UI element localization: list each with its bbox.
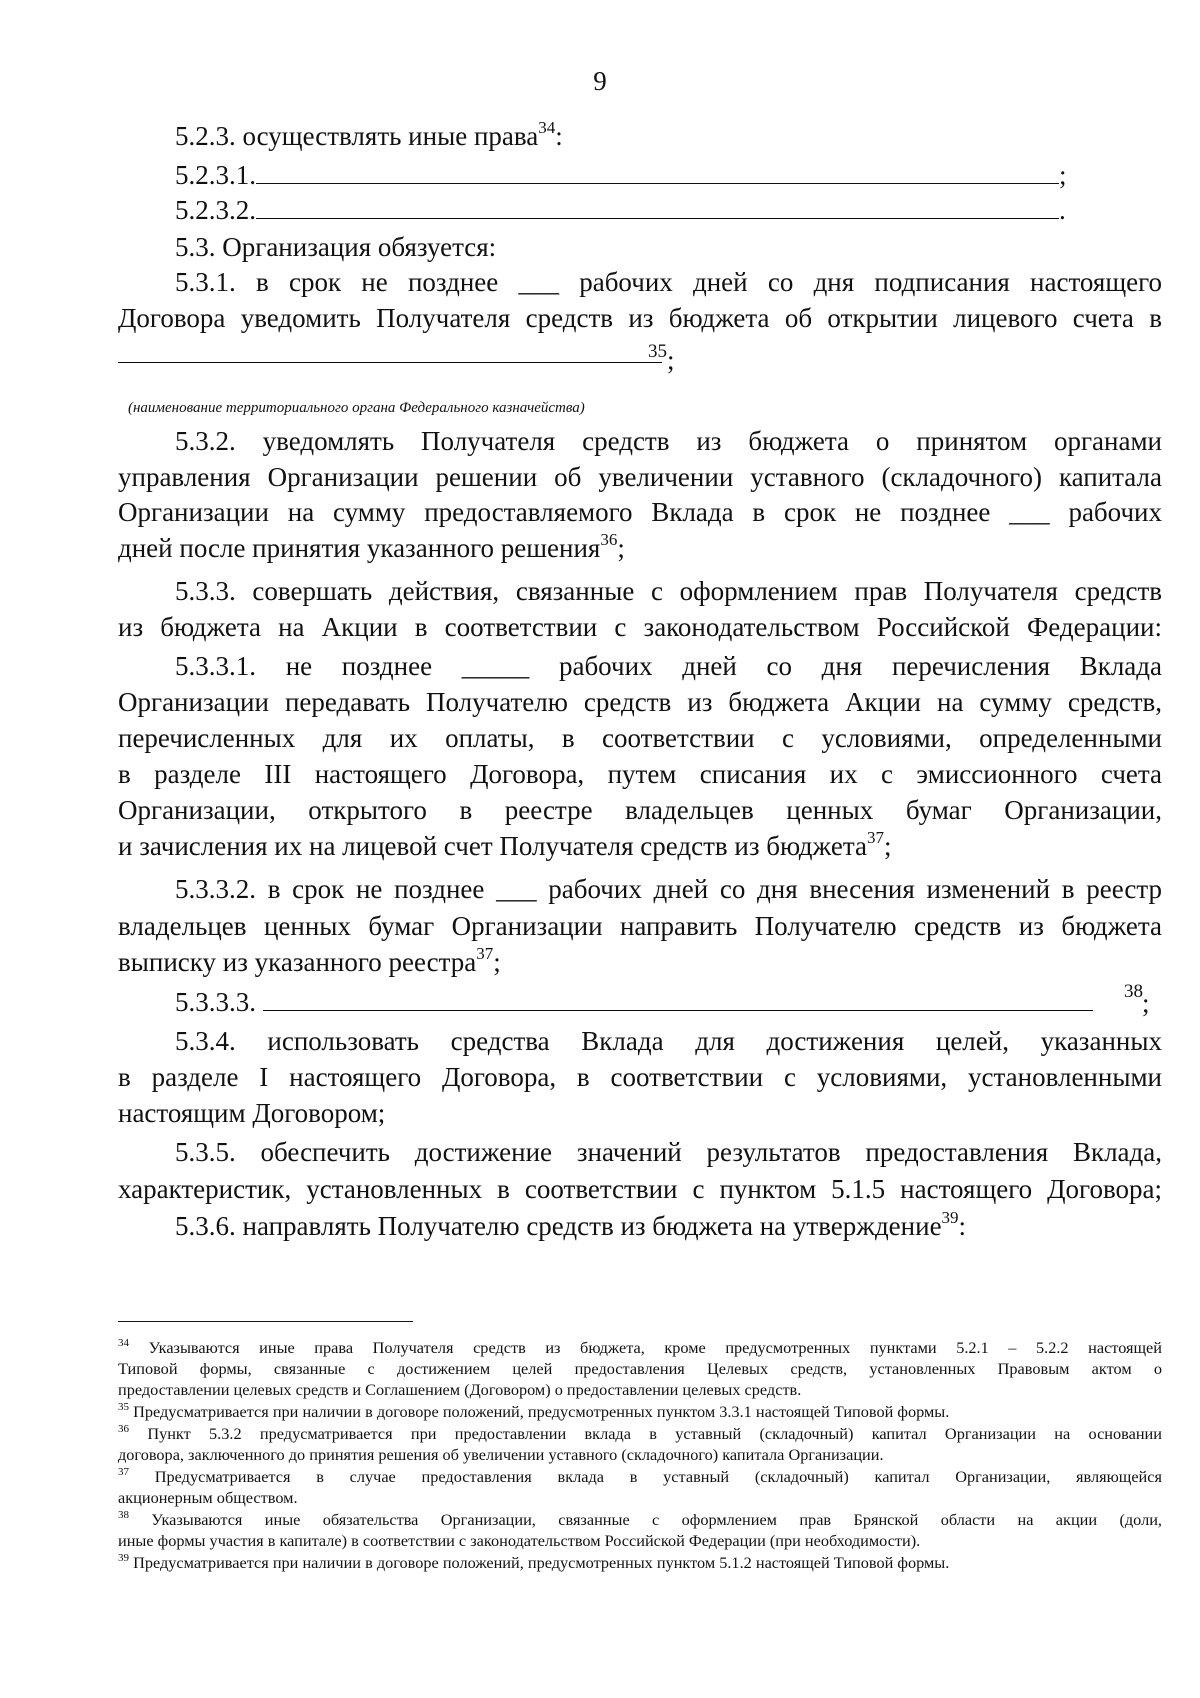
footnote-separator (118, 1321, 413, 1322)
footnote-36-line1: $^{36}$ Пункт 5.3.2 предусматривается при предоставлении вклада в уставный (складочный) капитал Организации на основании (118, 1422, 1162, 1443)
footnote-36-line2: договора, заключенного до принятия решения об увеличении уставного (складочного) капитала Организации. (118, 1445, 884, 1464)
paragraph-5-3-4-line2: в разделе I настоящего Договора, в соответствии с условиями, установленными (118, 1062, 1162, 1092)
semicolon: ; (667, 345, 675, 375)
field-caption: (наименование территориального органа Федерального казначейства) (128, 400, 585, 416)
paragraph-5-3-2-line4: дней после принятия указанного решения$^{36}$; (118, 530, 625, 563)
paragraph-5-3-3-1-line6: и зачисления их на лицевой счет Получателя средств из бюджета$^{37}$; (118, 828, 892, 861)
paragraph-5-3-4-line3: настоящим Договором; (118, 1098, 386, 1128)
paragraph-5-3-6: 5.3.6. направлять Получателю средств из бюджета на утверждение$^{39}$: (175, 1208, 967, 1241)
paragraph-5-3-2-line2: управления Организации решении об увеличении уставного (складочного) капитала (118, 462, 1162, 492)
footnote-ref-35: 35 (648, 341, 667, 362)
paragraph-5-3-2-line1: 5.3.2. уведомлять Получателя средств из бюджета о принятом органами (175, 426, 1162, 456)
page-number: 9 (593, 66, 607, 96)
semicolon: ; (1142, 988, 1150, 1018)
footnote-37-line1: $^{37}$ Предусматривается в случае предоставления вклада в уставный (складочный) капитал Организации, являющейся (118, 1465, 1162, 1486)
blank-line (263, 986, 1093, 1011)
footnote-38-line2: иные формы участия в капитале) в соответствии с законодательством Российской Федерации (при необходимости). (118, 1531, 921, 1550)
footnote-ref-38: 38 (1124, 981, 1143, 1002)
paragraph-5-3-3-line2: из бюджета на Акции в соответствии с законодательством Российской Федерации: (118, 612, 1162, 642)
paragraph-5-3-3-1-line3: перечисленных для их оплаты, в соответствии с условиями, определенными (118, 723, 1162, 753)
footnote-34-line3: предоставлении целевых средств и Соглашением (Договором) о предоставлении целевых средств. (118, 1380, 802, 1399)
blank-line (256, 194, 1059, 219)
paragraph-5-2-3-1: 5.2.3.1. ; (175, 160, 1067, 190)
paragraph-5-3-2-line3: Организации на сумму предоставляемого Вклада в срок не позднее ___ рабочих (118, 497, 1162, 527)
paragraph-5-3-3-1-line4: в разделе III настоящего Договора, путем списания их с эмиссионного счета (118, 759, 1162, 789)
paragraph-5-3-1-line1: 5.3.1. в срок не позднее ___ рабочих дней со дня подписания настоящего (175, 267, 1162, 297)
paragraph-5-3-5-line2: характеристик, установленных в соответствии с пунктом 5.1.5 настоящего Договора; (118, 1174, 1162, 1204)
footnote-ref-37: 37 (866, 828, 884, 847)
footnote-ref-39: 39 (941, 1208, 959, 1227)
footnote-38-line1: $^{38}$ Указываются иные обязательства Организации, связанные с оформлением прав Брянской области на акции (доли, (118, 1508, 1162, 1529)
paragraph-5-3-3-2-line2: владельцев ценных бумаг Организации направить Получателю средств из бюджета (118, 911, 1162, 941)
paragraph-5-3-3-1-line5: Организации, открытого в реестре владельцев ценных бумаг Организации, (118, 795, 1162, 825)
paragraph-5-3-3-1-line1: 5.3.3.1. не позднее _____ рабочих дней со дня перечисления Вклада (175, 651, 1162, 681)
paragraph-5-2-3: 5.2.3. осуществлять иные права$^{34}$: (175, 118, 563, 151)
paragraph-5-3-3-line1: 5.3.3. совершать действия, связанные с оформлением прав Получателя средств (175, 576, 1162, 606)
paragraph-5-3-5-line1: 5.3.5. обеспечить достижение значений результатов предоставления Вклада, (175, 1137, 1162, 1167)
paragraph-5-3-3-1-line2: Организации передавать Получателю средств из бюджета Акции на сумму средств, (118, 687, 1162, 717)
paragraph-5-3-4-line1: 5.3.4. использовать средства Вклада для достижения целей, указанных (175, 1026, 1162, 1056)
footnote-ref-36: 36 (600, 530, 618, 549)
blank-line (256, 159, 1059, 184)
footnote-ref-37b: 37 (476, 944, 494, 963)
footnote-ref-34: 34 (538, 118, 556, 137)
paragraph-5-3-3-2-line1: 5.3.3.2. в срок не позднее ___ рабочих дней со дня внесения изменений в реестр (175, 874, 1162, 904)
footnote-35: $^{35}$ Предусматривается при наличии в договоре положений, предусмотренных пунктом 3.3.1 настоящей Типовой формы. (118, 1400, 950, 1421)
paragraph-5-3-3-2-line3: выписку из указанного реестра$^{37}$; (118, 944, 501, 977)
paragraph-5-3-3-3: 5.3.3.3. (175, 984, 1162, 1020)
footnote-37-line2: акционерным обществом. (118, 1488, 298, 1507)
paragraph-5-2-3-2: 5.2.3.2. . (175, 195, 1066, 225)
paragraph-5-3: 5.3. Организация обязуется: (175, 232, 497, 262)
blank-line-authority (118, 362, 662, 363)
paragraph-5-3-1-line2: Договора уведомить Получателя средств из бюджета об открытии лицевого счета в (118, 303, 1162, 333)
footnote-39: $^{39}$ Предусматривается при наличии в договоре положений, предусмотренных пунктом 5.1.2 настоящей Типовой формы. (118, 1551, 950, 1572)
footnote-34-line2: Типовой формы, связанные с достижением целей предоставления Целевых средств, установленных Правовым актом о (118, 1359, 1162, 1378)
footnote-34-line1: $^{34}$ Указываются иные права Получателя средств из бюджета, кроме предусмотренных пунктами 5.2.1 – 5.2.2 настоящей (118, 1336, 1162, 1357)
